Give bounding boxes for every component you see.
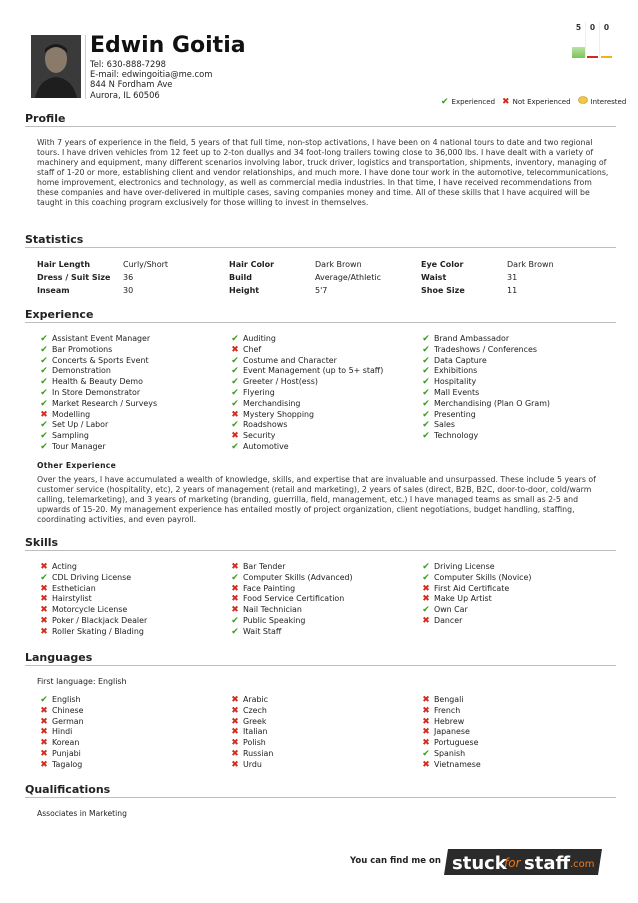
list-item-label: First Aid Certificate [434,583,510,593]
list-item [419,760,481,771]
list-item-label: Public Speaking [243,615,306,625]
check-icon: ✔ [40,344,48,355]
list-item-label: Urdu [243,759,262,769]
list-item-label: Bengali [434,695,464,704]
list-item-label: Hospitality [434,377,477,387]
list-item [419,356,550,367]
list-item-label: Spanish [434,748,466,758]
cross-icon: ✖ [231,409,239,420]
stat-value: 30 [123,286,134,295]
check-icon: ✔ [422,748,430,759]
list-item [228,594,353,605]
cross-icon: ✖ [231,738,239,749]
list-item [419,399,550,410]
stats-table [37,258,613,297]
list-item-label: Russian [243,748,274,758]
list-item-label: Czech [243,705,267,715]
rating-interested: 0 [600,22,613,58]
list-item [37,584,147,595]
list-item [228,627,353,638]
list-item-label: Japanese [434,727,470,737]
list-item-label: Bar Promotions [52,344,113,354]
rating-widget [572,22,615,58]
list-item [37,410,157,421]
list-item [37,366,157,377]
list-item-label: Exhibitions [434,366,478,376]
list-item [37,442,157,453]
list-item-label: Tradeshows / Conferences [434,344,537,354]
list-item [37,377,157,388]
section-rule [25,550,616,551]
cross-icon: ✖ [40,705,48,716]
list-item-label: Face Painting [243,583,296,593]
section-rule [25,797,616,798]
section-title-statistics: Statistics [25,233,84,246]
stat-value: Curly/Short [123,260,169,269]
cross-icon: ✖ [422,594,430,605]
cross-icon: ✖ [40,562,48,572]
find-me-text: You can find me on [350,856,441,866]
check-icon: ✔ [231,355,239,366]
svg-text:stuck: stuck [452,853,507,874]
list-item-label: Wait Staff [243,626,282,636]
cross-icon: ✖ [422,738,430,749]
cross-icon: ✖ [40,738,48,749]
list-item-label: Merchandising (Plan O Gram) [434,398,550,408]
list-item [419,366,550,377]
section-title-experience: Experience [25,308,94,321]
list-item-label: Sampling [52,431,89,441]
list-item-label: Driving License [434,562,495,571]
list-item [228,366,383,377]
list-item-label: English [52,695,81,704]
list-item [228,695,273,706]
list-item [37,345,157,356]
list-item-label: CDL Driving License [52,572,132,582]
skills-col-1 [37,562,147,638]
stat-value: Dark Brown [507,260,554,269]
section-rule [25,247,616,248]
list-item-label: Hairstylist [52,594,92,604]
list-item [37,627,147,638]
check-icon: ✔ [231,377,239,388]
candidate-name: Edwin Goitia [90,33,246,58]
list-item-label: Polish [243,738,266,748]
list-item [419,717,481,728]
skills-col-2 [228,562,353,638]
check-icon: ✔ [422,420,430,431]
list-item [37,431,157,442]
section-title-qualifications: Qualifications [25,783,111,796]
list-item-label: Event Management (up to 5+ staff) [243,366,384,376]
list-item [228,738,273,749]
list-item [419,420,550,431]
stat-label: Inseam [37,286,70,295]
list-item-label: Nail Technician [243,605,302,615]
stat-value: 36 [123,273,134,282]
list-item [419,605,531,616]
list-item-label: Security [243,431,276,441]
stat-label: Hair Color [229,260,275,269]
list-item [419,706,481,717]
list-item [419,594,531,605]
check-icon: ✔ [40,387,48,398]
list-item [37,717,84,728]
list-item-label: Korean [52,738,80,748]
list-item-label: French [434,705,461,715]
cross-icon: ✖ [231,727,239,738]
list-item-label: Health & Beauty Demo [52,377,143,387]
check-icon: ✔ [422,377,430,388]
speech-bubble-icon [578,96,588,107]
cross-icon: ✖ [40,748,48,759]
cross-icon: ✖ [231,562,239,572]
check-icon: ✔ [40,398,48,409]
svg-text:staff: staff [524,853,571,874]
cross-icon: ✖ [422,705,430,716]
list-item [419,388,550,399]
list-item [419,431,550,442]
stat-label: Dress / Suit Size [37,273,111,282]
stats-row [37,284,613,297]
list-item-label: Make Up Artist [434,594,492,604]
check-icon: ✔ [422,355,430,366]
email: E-mail: edwingoitia@me.com [90,69,213,80]
list-item [37,605,147,616]
list-item [228,399,383,410]
list-item-label: Merchandising [243,398,301,408]
languages-col-1 [37,695,84,771]
check-icon: ✔ [422,334,430,344]
stuckforstaff-logo[interactable] [442,847,606,877]
list-item-label: Greek [243,716,267,726]
cross-icon: ✖ [422,583,430,594]
list-item [37,399,157,410]
check-icon: ✔ [422,572,430,583]
list-item [37,573,147,584]
list-item [37,760,84,771]
stat-label: Height [229,286,260,295]
experience-col-2 [228,334,383,453]
list-item-label: Computer Skills (Advanced) [243,572,353,582]
cross-icon: ✖ [231,605,239,616]
list-item [37,562,147,573]
list-item [419,377,550,388]
stat-label: Waist [421,273,447,282]
list-item-label: Esthetician [52,583,96,593]
check-icon: ✔ [231,572,239,583]
list-item [228,420,383,431]
list-item [419,738,481,749]
check-icon: ✔ [231,387,239,398]
check-icon: ✔ [231,615,239,626]
svg-text:for: for [504,856,521,870]
list-item-label: Set Up / Labor [52,420,109,430]
legend [441,96,626,107]
legend-experienced: ✔ Experienced [441,96,496,107]
list-item-label: Mystery Shopping [243,409,315,419]
list-item [228,573,353,584]
list-item [37,727,84,738]
list-item-label: Concerts & Sports Event [52,355,149,365]
list-item-label: Chinese [52,705,84,715]
list-item-label: Data Capture [434,355,487,365]
stat-value: Dark Brown [315,260,362,269]
list-item-label: Technology [434,431,479,441]
check-icon: ✔ [231,441,239,452]
profile-text: With 7 years of experience in the field, 5 years of that full time, non-stop activations, I have been on 4 national tours to date and two regional tours. I have driven vehicles from 12 feet up to 2-ton duallys and 34 foot-long trailers towing close to 36,000 lbs. I have dealt with a variety of machinery and equipment, many different scenarios involving labor, truck driver, logistics and transportation, shipments, inventory, managing of staff of 1-20 or more, establishing client and vendor relationships, and much more. I have done tour work in the automotive, telecommunications, home improvement, electronics and technology, as well as commercial media industries. In that time, I have received recommendations from these companies and have over-delivered in multiple cases, saving companies money and time. All of these skills that I have acquired will be taught in this coaching program exclusively for those willing to invest in themselves. [37,138,609,207]
check-icon: ✔ [231,366,239,377]
list-item-label: German [52,716,84,726]
list-item [37,334,157,345]
list-item-label: Sales [434,420,456,430]
list-item [37,695,84,706]
list-item [228,356,383,367]
check-icon: ✔ [40,366,48,377]
check-icon: ✔ [231,626,239,637]
list-item-label: Bar Tender [243,562,286,571]
list-item-label: Costume and Character [243,355,337,365]
cross-icon: ✖ [422,727,430,738]
check-icon: ✔ [40,572,48,583]
list-item-label: Motorcycle License [52,605,128,615]
list-item-label: Own Car [434,605,468,615]
cross-icon: ✖ [40,615,48,626]
check-icon: ✔ [422,431,430,442]
qualification-item: Associates in Marketing [37,809,127,818]
stats-row [37,258,613,271]
cross-icon: ✖ [40,759,48,770]
section-title-skills: Skills [25,536,59,549]
rating-not-experienced: 0 [586,22,600,58]
list-item-label: Computer Skills (Novice) [434,572,532,582]
list-item-label: Food Service Certification [243,594,345,604]
check-icon: ✔ [40,431,48,442]
cross-icon: ✖ [40,594,48,605]
list-item-label: Mall Events [434,387,480,397]
cross-icon: ✖ [231,748,239,759]
list-item [228,410,383,421]
rating-experienced: 5 [572,22,586,58]
list-item-label: Market Research / Surveys [52,398,158,408]
check-icon: ✔ [40,377,48,388]
list-item [37,616,147,627]
check-icon: ✔ [231,420,239,431]
list-item [228,616,353,627]
list-item [37,706,84,717]
cross-icon: ✖ [422,615,430,626]
list-item-label: Chef [243,344,262,354]
experience-col-3 [419,334,550,442]
list-item [419,695,481,706]
experience-col-1 [37,334,157,453]
check-icon: ✔ [441,96,449,107]
list-item [419,345,550,356]
cross-icon: ✖ [422,716,430,727]
list-item-label: Hindi [52,727,73,737]
list-item [419,562,531,573]
list-item-label: Tagalog [52,759,83,769]
list-item-label: Poker / Blackjack Dealer [52,615,148,625]
list-item-label: Greeter / Host(ess) [243,377,318,387]
check-icon: ✔ [422,605,430,616]
list-item [37,420,157,431]
languages-col-3 [419,695,481,771]
list-item [228,345,383,356]
check-icon: ✔ [40,334,48,344]
list-item-label: Dancer [434,615,463,625]
list-item [419,573,531,584]
list-item-label: Modelling [52,409,91,419]
list-item-label: Demonstration [52,366,111,376]
list-item [228,431,383,442]
legend-interested: Interested [578,96,627,107]
list-item-label: Assistant Event Manager [52,334,151,343]
stat-label: Shoe Size [421,286,465,295]
legend-not-experienced: ✖ Not Experienced [502,96,571,107]
section-title-profile: Profile [25,112,66,125]
list-item [37,749,84,760]
check-icon: ✔ [422,366,430,377]
section-title-languages: Languages [25,651,93,664]
address-line-1: 844 N Fordham Ave [90,79,173,90]
list-item [228,706,273,717]
cross-icon: ✖ [40,583,48,594]
cross-icon: ✖ [40,605,48,616]
list-item-label: Hebrew [434,716,465,726]
list-item-label: Punjabi [52,748,81,758]
check-icon: ✔ [40,441,48,452]
list-item-label: Automotive [243,441,289,451]
check-icon: ✔ [231,398,239,409]
list-item [37,356,157,367]
list-item [228,584,353,595]
cross-icon: ✖ [231,759,239,770]
cross-icon: ✖ [231,431,239,442]
list-item-label: Vietnamese [434,759,481,769]
other-experience-title: Other Experience [37,461,117,470]
cross-icon: ✖ [40,409,48,420]
list-item [228,442,383,453]
list-item [419,749,481,760]
cross-icon: ✖ [502,96,510,107]
cross-icon: ✖ [231,344,239,355]
stat-value: 31 [507,273,518,282]
list-item [228,377,383,388]
list-item-label: Roller Skating / Blading [52,626,144,636]
cross-icon: ✖ [422,759,430,770]
cross-icon: ✖ [40,727,48,738]
list-item-label: Tour Manager [52,441,106,451]
section-rule [25,322,616,323]
check-icon: ✔ [40,420,48,431]
check-icon: ✔ [40,355,48,366]
list-item [37,738,84,749]
cross-icon: ✖ [40,716,48,727]
cross-icon: ✖ [231,594,239,605]
list-item-label: Acting [52,562,77,571]
cross-icon: ✖ [231,705,239,716]
cross-icon: ✖ [231,695,239,705]
list-item-label: Brand Ambassador [434,334,510,343]
list-item-label: In Store Demonstrator [52,387,141,397]
list-item [419,727,481,738]
section-rule [25,665,616,666]
check-icon: ✔ [231,334,239,344]
list-item-label: Roadshows [243,420,288,430]
check-icon: ✔ [422,344,430,355]
cross-icon: ✖ [422,695,430,705]
check-icon: ✔ [40,695,48,705]
check-icon: ✔ [422,387,430,398]
check-icon: ✔ [422,398,430,409]
list-item [419,334,550,345]
list-item-label: Italian [243,727,268,737]
stat-label: Hair Length [37,260,91,269]
list-item [228,562,353,573]
stat-value: 5'7 [315,286,328,295]
section-rule [25,126,616,127]
stat-value: 11 [507,286,518,295]
check-icon: ✔ [422,562,430,572]
list-item-label: Portuguese [434,738,479,748]
stat-label: Build [229,273,253,282]
address-line-2: Aurora, IL 60506 [90,89,160,100]
avatar [31,35,81,98]
list-item [37,594,147,605]
first-language: First language: English [37,677,127,686]
list-item [37,388,157,399]
list-item [419,584,531,595]
cross-icon: ✖ [40,626,48,637]
cross-icon: ✖ [231,583,239,594]
list-item-label: Auditing [243,334,276,343]
list-item [228,749,273,760]
list-item [228,388,383,399]
contact-block [90,59,212,100]
list-item [419,616,531,627]
check-icon: ✔ [422,409,430,420]
header-divider [85,35,86,99]
list-item [228,760,273,771]
list-item-label: Presenting [434,409,476,419]
stat-label: Eye Color [421,260,464,269]
skills-col-3 [419,562,531,627]
other-experience-text: Over the years, I have accumulated a wealth of knowledge, skills, and expertise that are invaluable and unsurpassed. These include 5 years of customer service (hospitality, etc), 2 years of management (retail and marketing), 2 years of sales (direct, B2B, B2C, door-to-door, cold/warm calling, telemarketing), and 3 years of marketing (branding, guerrilla, field, management, etc.) I have managed teams as small as 2-5 and upwards of 15-20. My management experience has entailed mostly of project organization, client negotiations, budget handling, staffing, coordinating activities, and even payroll. [37,475,596,524]
list-item-label: Flyering [243,387,275,397]
list-item [228,727,273,738]
stats-row [37,271,613,284]
stat-value: Average/Athletic [315,273,381,282]
list-item [228,717,273,728]
list-item [419,410,550,421]
languages-col-2 [228,695,273,771]
list-item [228,334,383,345]
list-item [228,605,353,616]
list-item-label: Arabic [243,695,269,704]
phone: Tel: 630-888-7298 [90,59,166,69]
cross-icon: ✖ [231,716,239,727]
svg-text:.com: .com [570,859,595,870]
